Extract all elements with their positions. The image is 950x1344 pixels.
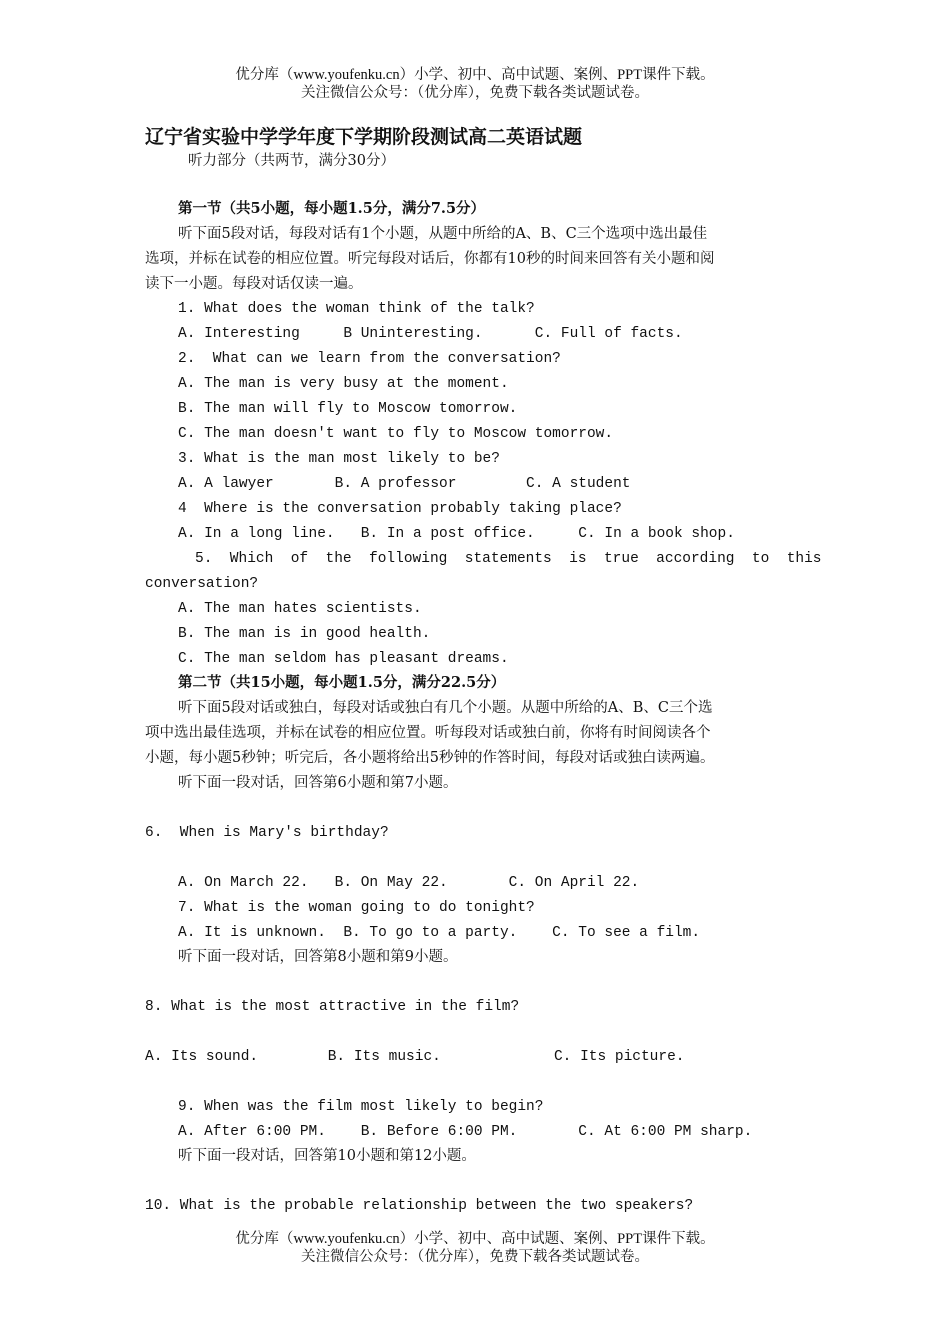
question-8-options: A. Its sound. B. Its music. C. Its picture.	[145, 1049, 685, 1065]
section2-lead-1: 听下面一段对话，回答第6小题和第7小题。	[178, 775, 458, 791]
question-5-line-1: 5. Which of the following statements is true according to this	[195, 551, 822, 567]
question-5-option-a: A. The man hates scientists.	[178, 601, 422, 617]
question-7-options: A. It is unknown. B. To go to a party. C. To see a film.	[178, 925, 701, 941]
question-2: 2. What can we learn from the conversation?	[178, 351, 561, 367]
question-2-option-a: A. The man is very busy at the moment.	[178, 376, 509, 392]
section2-heading: 第二节（共15小题，每小题1.5分，满分22.5分）	[178, 674, 506, 691]
question-4: 4 Where is the conversation probably taking place?	[178, 501, 622, 517]
listening-subtitle: 听力部分（共两节，满分30分）	[188, 153, 395, 169]
question-1-options: A. Interesting B Uninteresting. C. Full of facts.	[178, 326, 683, 342]
page-title: 辽宁省实验中学学年度下学期阶段测试高二英语试题	[145, 126, 583, 148]
section1-heading: 第一节（共5小题，每小题1.5分，满分7.5分）	[178, 200, 486, 217]
question-6: 6. When is Mary's birthday?	[145, 825, 389, 841]
section2-lead-3: 听下面一段对话，回答第10小题和第12小题。	[178, 1148, 476, 1164]
question-5-line-2: conversation?	[145, 576, 259, 592]
question-2-option-b: B. The man will fly to Moscow tomorrow.	[178, 401, 518, 417]
question-6-options: A. On March 22. B. On May 22. C. On April 22.	[178, 875, 640, 891]
question-4-options: A. In a long line. B. In a post office. C. In a book shop.	[178, 526, 735, 542]
question-1: 1. What does the woman think of the talk?	[178, 301, 535, 317]
question-8: 8. What is the most attractive in the film?	[145, 999, 520, 1015]
section2-instruction-3: 小题，每小题5秒钟；听完后，各小题将给出5秒钟的作答时间，每段对话或独白读两遍。	[145, 750, 715, 766]
section2-instruction-1: 听下面5段对话或独白，每段对话或独白有几个小题。从题中所给的A、B、C三个选	[178, 700, 713, 716]
question-10: 10. What is the probable relationship between the two speakers?	[145, 1198, 694, 1214]
section1-instruction-2: 选项，并标在试卷的相应位置。听完每段对话后，你都有10秒的时间来回答有关小题和阅	[145, 251, 715, 267]
question-7: 7. What is the woman going to do tonight?	[178, 900, 535, 916]
header-line-1: 优分库（www.youfenku.cn）小学、初中、高中试题、案例、PPT课件下载。	[235, 67, 715, 83]
question-3-options: A. A lawyer B. A professor C. A student	[178, 476, 631, 492]
question-3: 3. What is the man most likely to be?	[178, 451, 500, 467]
question-2-option-c: C. The man doesn't want to fly to Moscow tomorrow.	[178, 426, 614, 442]
question-5-option-b: B. The man is in good health.	[178, 626, 431, 642]
section2-lead-2: 听下面一段对话，回答第8小题和第9小题。	[178, 949, 458, 965]
section2-instruction-2: 项中选出最佳选项，并标在试卷的相应位置。听每段对话或独白前，你将有时间阅读各个	[145, 725, 711, 741]
header-line-2: 关注微信公众号：（优分库），免费下载各类试题试卷。	[301, 85, 649, 101]
section1-instruction-1: 听下面5段对话，每段对话有1个小题，从题中所给的A、B、C三个选项中选出最佳	[178, 226, 708, 242]
section1-instruction-3: 读下一小题。每段对话仅读一遍。	[145, 276, 363, 292]
question-5-option-c: C. The man seldom has pleasant dreams.	[178, 651, 509, 667]
question-9: 9. When was the film most likely to begin?	[178, 1099, 544, 1115]
footer-line-2: 关注微信公众号：（优分库），免费下载各类试题试卷。	[301, 1249, 649, 1265]
footer-line-1: 优分库（www.youfenku.cn）小学、初中、高中试题、案例、PPT课件下载。	[235, 1231, 715, 1247]
question-9-options: A. After 6:00 PM. B. Before 6:00 PM. C. At 6:00 PM sharp.	[178, 1124, 753, 1140]
